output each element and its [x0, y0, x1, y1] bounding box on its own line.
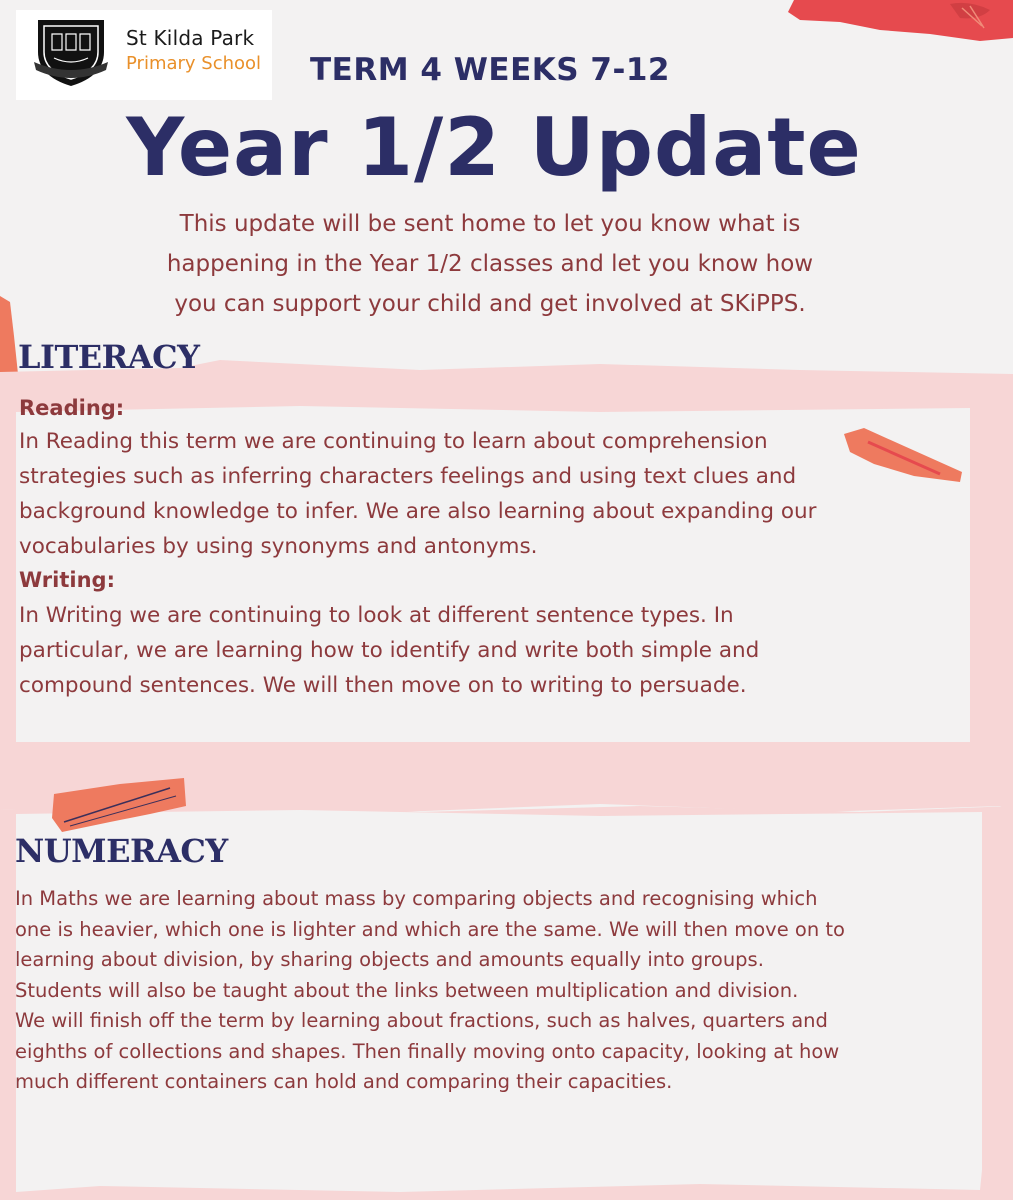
term-subtitle: TERM 4 WEEKS 7-12: [310, 52, 670, 88]
top-right-brush-decoration: [780, 0, 1013, 42]
writing-line: compound sentences. We will then move on to writing to persuade.: [19, 673, 747, 698]
writing-paragraph: [19, 598, 759, 703]
numeracy-paragraph: [15, 884, 845, 1098]
reading-line: background knowledge to infer. We are also learning about expanding our: [19, 499, 817, 524]
reading-paragraph: [19, 424, 817, 564]
reading-line: vocabularies by using synonyms and antonyms.: [19, 534, 538, 559]
writing-line: In Writing we are continuing to look at different sentence types. In: [19, 603, 734, 628]
numeracy-line: eighths of collections and shapes. Then finally moving onto capacity, looking at how: [15, 1039, 840, 1063]
intro-line: This update will be sent home to let you know what is: [179, 211, 801, 237]
school-name-line2: Primary School: [126, 53, 262, 74]
numeracy-heading: NUMERACY: [15, 832, 228, 870]
numeracy-line: learning about division, by sharing objects and amounts equally into groups.: [15, 948, 764, 971]
numeracy-line: one is heavier, which one is lighter and which are the same. We will then move on to: [15, 917, 845, 941]
intro-line: you can support your child and get involved at SKiPPS.: [174, 291, 806, 317]
writing-label: Writing:: [19, 568, 115, 592]
intro-line: happening in the Year 1/2 classes and let you know how: [166, 251, 814, 277]
numeracy-line: We will finish off the term by learning about fractions, such as halves, quarters and: [15, 1009, 828, 1032]
numeracy-brush-decoration: [50, 778, 190, 834]
numeracy-line: In Maths we are learning about mass by comparing objects and recognising which: [15, 887, 818, 910]
school-name-line1: St Kilda Park: [126, 26, 255, 50]
reading-line: strategies such as inferring characters feelings and using text clues and: [19, 464, 797, 489]
page-title: Year 1/2 Update: [126, 101, 862, 194]
right-coral-brush-decoration: [844, 424, 966, 484]
writing-line: particular, we are learning how to identify and write both simple and: [19, 638, 760, 663]
numeracy-line: Students will also be taught about the links between multiplication and division.: [15, 978, 799, 1002]
reading-line: In Reading this term we are continuing to learn about comprehension: [19, 429, 768, 454]
numeracy-line: much different containers can hold and comparing their capacities.: [15, 1070, 673, 1093]
intro-paragraph: [60, 204, 920, 324]
reading-label: Reading:: [19, 396, 125, 420]
literacy-heading: LITERACY: [18, 338, 200, 376]
